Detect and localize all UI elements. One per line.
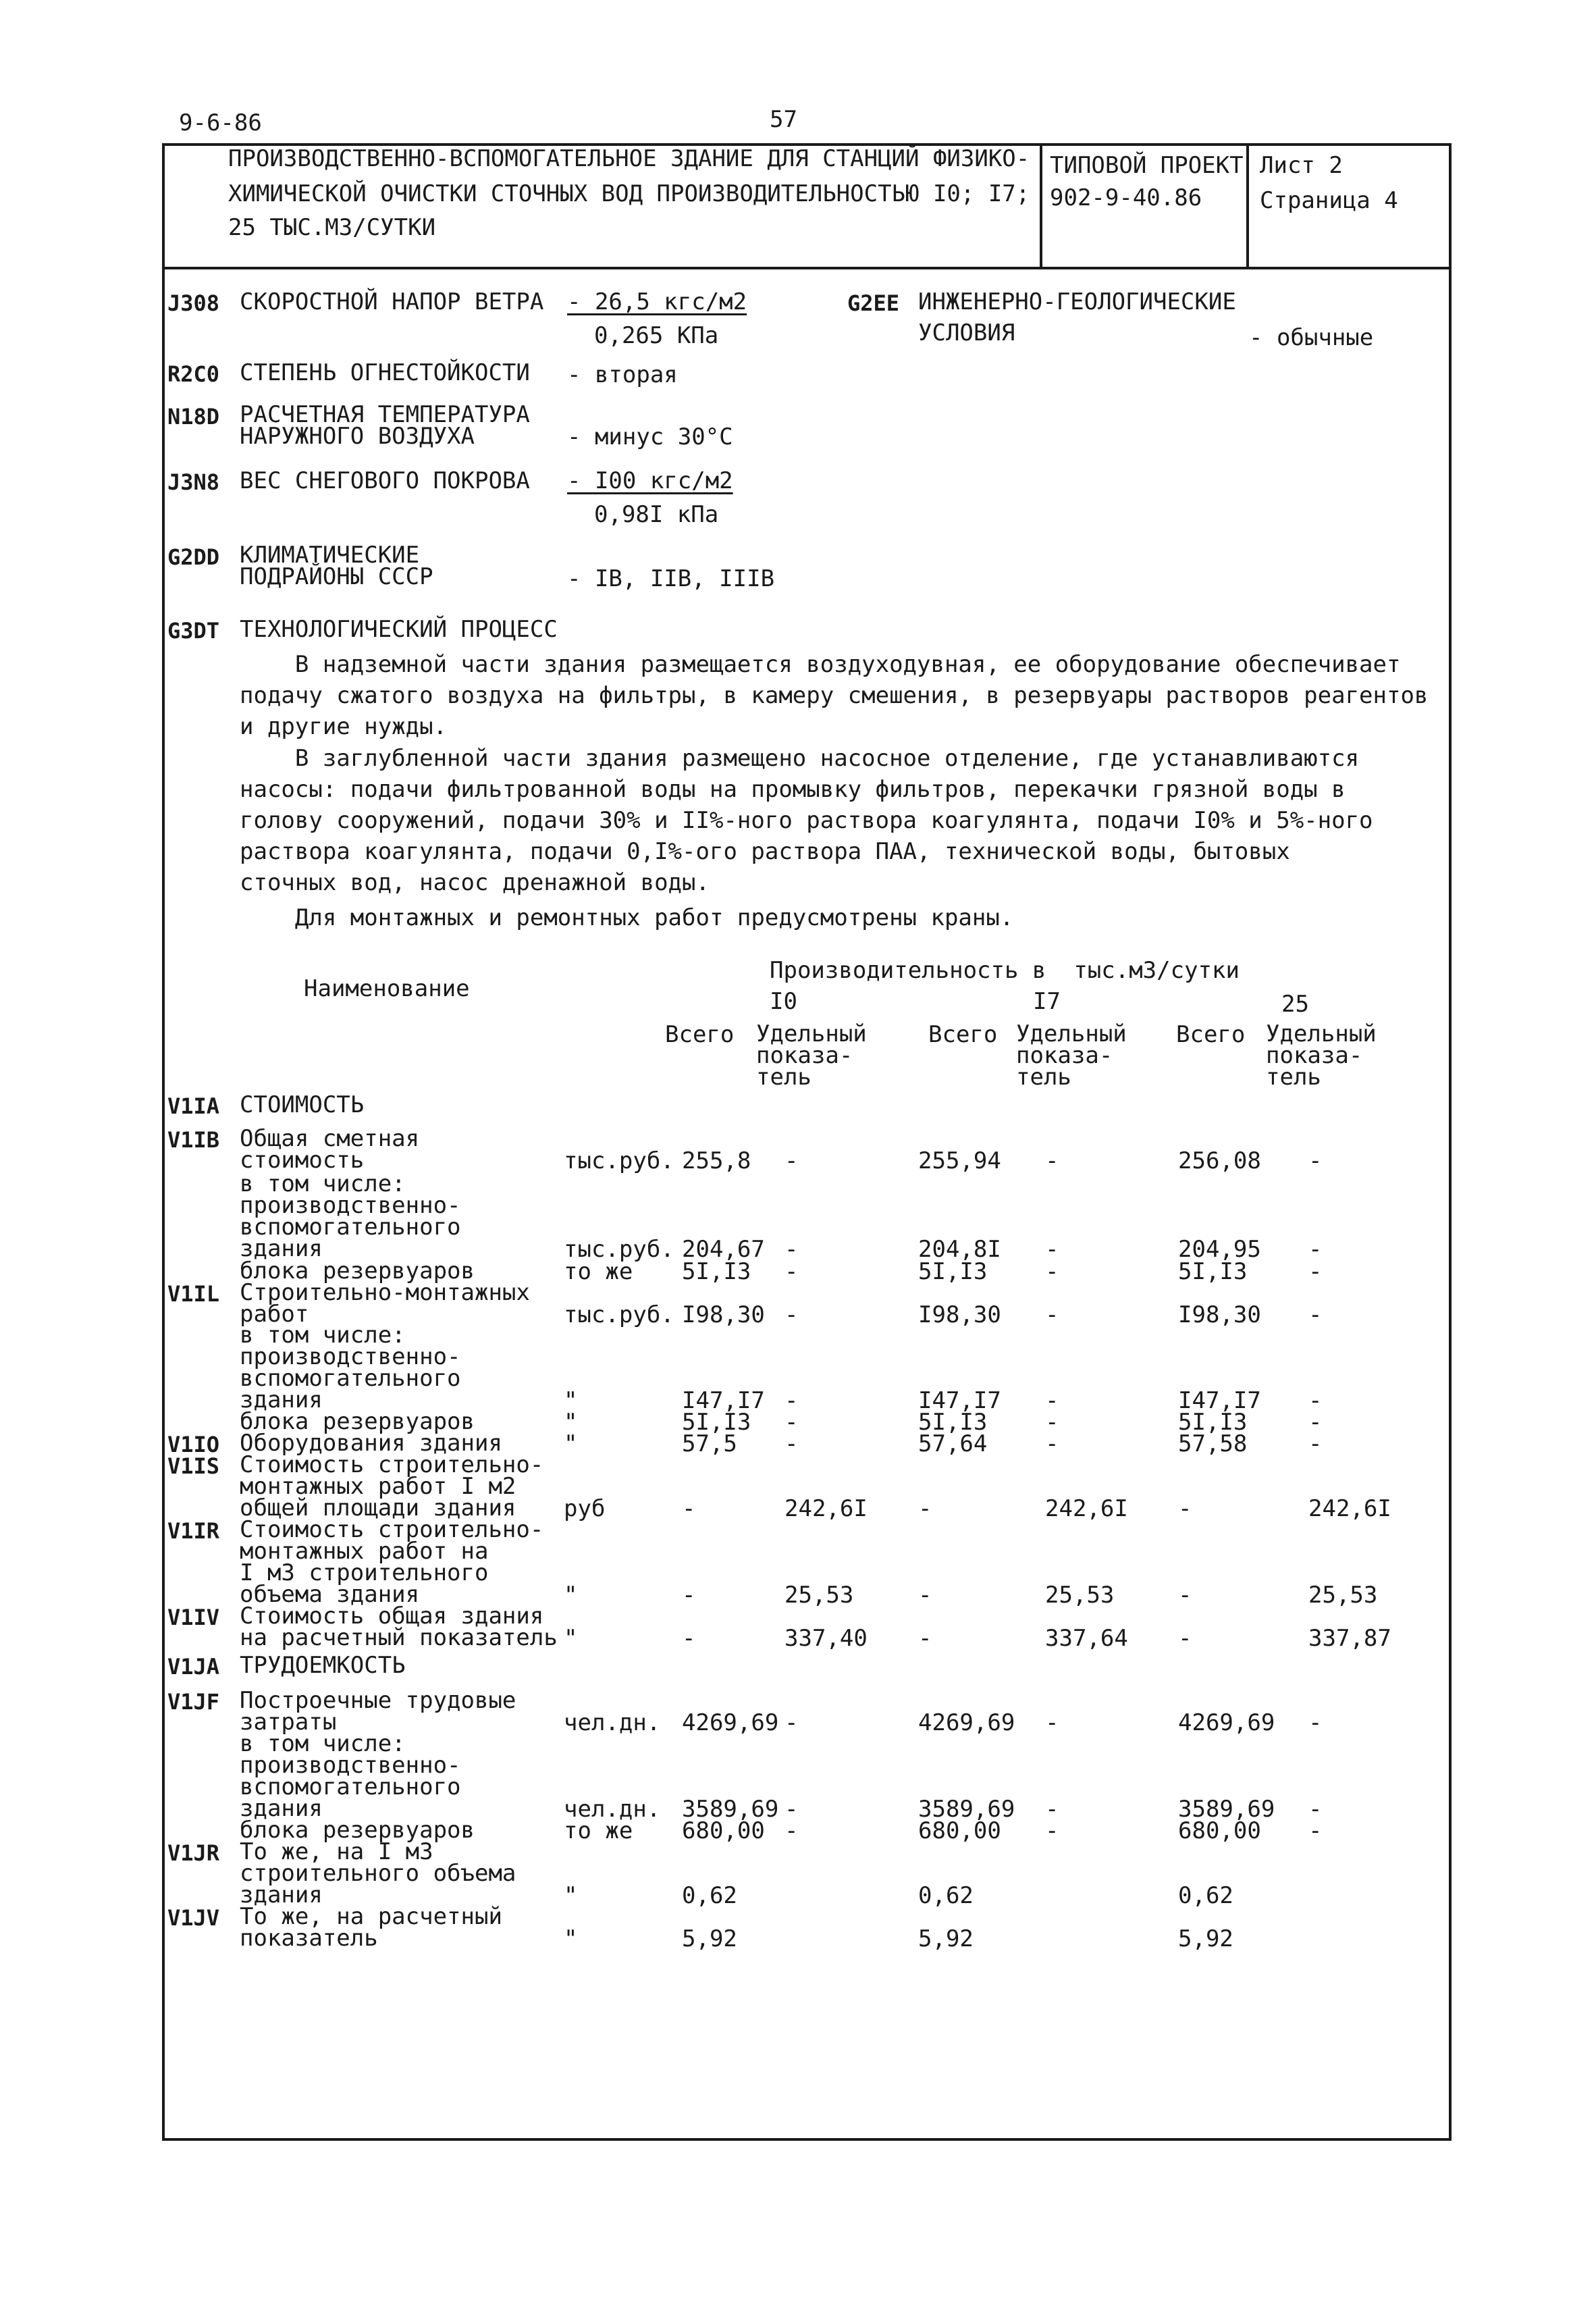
row-unit: " [564, 1409, 578, 1436]
param-value: - минус 30°С [567, 423, 733, 450]
row-code: V1JF [167, 1689, 220, 1715]
row-value: - [784, 1430, 799, 1457]
row-value: 57,64 [918, 1430, 988, 1457]
row-unit: " [564, 1625, 578, 1652]
row-value: 5I,I3 [682, 1409, 751, 1436]
param-name: ИНЖЕНЕРНО-ГЕОЛОГИЧЕСКИЕ [918, 288, 1236, 315]
text-line: В заглубленной части здания размещено насосное отделение, где устанавливаются [240, 745, 1360, 772]
param-name: РАСЧЕТНАЯ ТЕМПЕРАТУРА [240, 401, 530, 428]
row-value: 242,6I [1308, 1495, 1391, 1522]
row-code: V1IB [167, 1127, 220, 1153]
row-name: То же, на I м3 строительного объема здания [240, 1838, 516, 1908]
row-value: - [1308, 1709, 1323, 1736]
col-header-total: Всего [665, 1021, 735, 1048]
text-line: раствора коагулянта, подачи 0,I%-ого раствора ПАА, технической воды, бытовых [240, 838, 1290, 865]
row-unit: " [564, 1430, 578, 1457]
col-header-17: I7 [1033, 988, 1061, 1015]
row-name: в том числе: производственно- вспомогательного здания [240, 1730, 461, 1822]
row-value: 5,92 [682, 1925, 737, 1952]
text-line: сточных вод, насос дренажной воды. [240, 869, 710, 896]
param-code: J308 [167, 290, 220, 316]
row-value: - [1308, 1236, 1323, 1263]
row-value: 5I,I3 [682, 1258, 751, 1285]
row-value: 337,64 [1045, 1625, 1128, 1652]
row-value: - [918, 1582, 932, 1609]
row-unit: тыс.руб. [564, 1147, 674, 1174]
header-divider-2 [1246, 143, 1249, 269]
param-name: ТЕХНОЛОГИЧЕСКИЙ ПРОЦЕСС [240, 616, 558, 643]
row-name: СТОИМОСТЬ [240, 1091, 365, 1118]
row-value: 25,53 [1045, 1582, 1115, 1609]
row-value: 204,95 [1178, 1236, 1261, 1263]
row-value: 4269,69 [1178, 1709, 1275, 1736]
row-name: Стоимость строительно- монтажных работ I м2 общей площади здания [240, 1451, 544, 1522]
row-value: 242,6I [1045, 1495, 1128, 1522]
row-value: - [1045, 1301, 1059, 1328]
param-code: J3N8 [167, 469, 220, 495]
row-unit: то же [564, 1817, 633, 1844]
row-value: 5I,I3 [1178, 1258, 1248, 1285]
row-value: 0,62 [918, 1882, 974, 1909]
row-value: 3589,69 [682, 1796, 779, 1823]
row-code: V1IL [167, 1281, 220, 1307]
col-header-capacity: Производительность в тыс.м3/сутки [770, 957, 1240, 984]
param-code: G3DT [167, 618, 220, 644]
row-value: 337,40 [784, 1625, 868, 1652]
row-value: 204,67 [682, 1236, 765, 1263]
row-name: Построечные трудовые затраты [240, 1687, 516, 1736]
param-value: - 26,5 кгс/м2 [567, 288, 747, 315]
param-name: КЛИМАТИЧЕСКИЕ [240, 542, 420, 569]
row-value: - [1045, 1387, 1059, 1414]
row-value: - [784, 1796, 799, 1823]
param-value: - I00 кгс/м2 [567, 467, 733, 494]
row-value: 3589,69 [1178, 1796, 1275, 1823]
page-number: 57 [770, 106, 797, 133]
col-header-total: Всего [928, 1021, 998, 1048]
row-value: I47,I7 [918, 1387, 1001, 1414]
row-value: - [1308, 1430, 1323, 1457]
row-name: Стоимость строительно- монтажных работ на I м3 строительного объема здания [240, 1516, 544, 1608]
param-name: СКОРОСТНОЙ НАПОР ВЕТРА [240, 288, 544, 315]
row-value: 5I,I3 [1178, 1409, 1248, 1436]
param-name: ВЕС СНЕГОВОГО ПОКРОВА [240, 467, 530, 494]
param-code: G2EE [847, 290, 900, 316]
row-value: I98,30 [918, 1301, 1001, 1328]
row-unit: " [564, 1925, 578, 1952]
row-name: Стоимость общая здания на расчетный показатель [240, 1603, 558, 1651]
row-value: 4269,69 [918, 1709, 1015, 1736]
row-value: 204,8I [918, 1236, 1001, 1263]
row-value: - [784, 1236, 799, 1263]
row-name: в том числе: производственно- вспомогательного здания [240, 1170, 461, 1262]
row-value: 5,92 [918, 1925, 974, 1952]
row-name: блока резервуаров [240, 1408, 475, 1435]
row-value: - [1045, 1796, 1059, 1823]
row-value: 5,92 [1178, 1925, 1233, 1952]
col-header-10: I0 [770, 988, 797, 1015]
sheet-label: Лист 2 [1260, 152, 1343, 179]
row-unit: " [564, 1882, 578, 1909]
row-value: 57,5 [682, 1430, 737, 1457]
row-value: - [1045, 1709, 1059, 1736]
page-label: Страница 4 [1260, 187, 1398, 214]
param-name: ПОДРАЙОНЫ СССР [240, 563, 433, 590]
row-value: 0,62 [682, 1882, 737, 1909]
row-name: в том числе: производственно- вспомогательного здания [240, 1322, 461, 1413]
row-name: Общая сметная стоимость [240, 1125, 420, 1174]
row-value: - [784, 1409, 799, 1436]
row-unit: тыс.руб. [564, 1301, 674, 1328]
row-code: V1IO [167, 1432, 220, 1457]
row-value: - [784, 1147, 799, 1174]
row-value: - [1045, 1258, 1059, 1285]
col-header-specific: Удельный показа- тель [1016, 1020, 1127, 1091]
param-name: УСЛОВИЯ [918, 319, 1015, 346]
row-value: - [1045, 1147, 1059, 1174]
row-value: 25,53 [784, 1582, 854, 1609]
row-value: I98,30 [1178, 1301, 1261, 1328]
row-value: - [784, 1258, 799, 1285]
row-value: - [1308, 1258, 1323, 1285]
row-value: - [1308, 1147, 1323, 1174]
row-value: - [784, 1817, 799, 1844]
row-name: То же, на расчетный показатель [240, 1903, 502, 1952]
row-name: Строительно-монтажных работ [240, 1279, 530, 1328]
param-value: - обычные [1249, 324, 1374, 351]
row-value: 4269,69 [682, 1709, 779, 1736]
row-unit: " [564, 1582, 578, 1609]
row-value: I47,I7 [1178, 1387, 1261, 1414]
row-value: 337,87 [1308, 1625, 1391, 1652]
row-value: I98,30 [682, 1301, 765, 1328]
col-header-total: Всего [1176, 1021, 1246, 1048]
col-header-25: 25 [1281, 991, 1309, 1018]
row-name: ТРУДОЕМКОСТЬ [240, 1652, 406, 1679]
param-value: - IВ, IIВ, IIIВ [567, 565, 775, 592]
row-unit: чел.дн. [564, 1796, 661, 1823]
row-value: 256,08 [1178, 1147, 1261, 1174]
row-value: 680,00 [682, 1817, 765, 1844]
row-value: - [682, 1495, 696, 1522]
row-value: - [1045, 1409, 1059, 1436]
row-value: - [682, 1582, 696, 1609]
row-unit: руб [564, 1495, 606, 1522]
row-value: - [1308, 1301, 1323, 1328]
row-value: - [1308, 1817, 1323, 1844]
row-value: - [918, 1625, 932, 1652]
row-code: V1JA [167, 1654, 220, 1680]
param-value: 0,98I кПа [594, 501, 719, 528]
row-value: - [682, 1625, 696, 1652]
param-value: 0,265 КПа [594, 322, 719, 349]
row-value: 5I,I3 [918, 1258, 988, 1285]
row-name: блока резервуаров [240, 1257, 475, 1284]
row-value: 57,58 [1178, 1430, 1248, 1457]
header-title-line: ПРОИЗВОДСТВЕННО-ВСПОМОГАТЕЛЬНОЕ ЗДАНИЕ ДЛЯ СТАНЦИЙ ФИЗИКО- [228, 145, 1030, 172]
header-title-line: ХИМИЧЕСКОЙ ОЧИСТКИ СТОЧНЫХ ВОД ПРОИЗВОДИТЕЛЬНОСТЬЮ I0; I7; [228, 180, 1030, 207]
row-value: 25,53 [1308, 1582, 1378, 1609]
col-header-specific: Удельный показа- тель [1266, 1020, 1377, 1091]
text-line: В надземной части здания размещается воздуходувная, ее оборудование обеспечивает [240, 651, 1401, 678]
param-code: G2DD [167, 544, 220, 570]
row-unit: чел.дн. [564, 1709, 661, 1736]
row-name: Оборудования здания [240, 1430, 502, 1457]
col-header-name: Наименование [304, 975, 470, 1002]
row-value: - [784, 1387, 799, 1414]
row-code: V1JR [167, 1840, 220, 1866]
row-unit: тыс.руб. [564, 1236, 674, 1263]
row-value: - [918, 1495, 932, 1522]
row-value: - [1045, 1817, 1059, 1844]
row-value: I47,I7 [682, 1387, 765, 1414]
row-value: - [1045, 1430, 1059, 1457]
row-code: V1JV [167, 1905, 220, 1931]
header-title-line: 25 ТЫС.М3/СУТКИ [228, 214, 436, 241]
text-line: насосы: подачи фильтрованной воды на промывку фильтров, перекачки грязной воды в [240, 776, 1346, 803]
col-header-specific: Удельный показа- тель [756, 1020, 867, 1091]
row-name: блока резервуаров [240, 1817, 475, 1844]
header-bottom-rule [162, 267, 1452, 269]
project-label: ТИПОВОЙ ПРОЕКТ [1050, 152, 1244, 179]
param-code: R2C0 [167, 361, 220, 387]
row-value: - [784, 1301, 799, 1328]
row-code: V1IS [167, 1453, 220, 1479]
row-value: - [1308, 1796, 1323, 1823]
text-line: подачу сжатого воздуха на фильтры, в камеру смешения, в резервуары растворов реагентов [240, 682, 1429, 709]
row-value: 3589,69 [918, 1796, 1015, 1823]
row-value: 242,6I [784, 1495, 868, 1522]
param-code: N18D [167, 404, 220, 430]
row-unit: то же [564, 1258, 633, 1285]
row-value: - [1308, 1409, 1323, 1436]
row-code: V1IR [167, 1518, 220, 1544]
row-value: 255,8 [682, 1147, 751, 1174]
row-value: 5I,I3 [918, 1409, 988, 1436]
row-value: - [1308, 1387, 1323, 1414]
text-line: и другие нужды. [240, 713, 448, 740]
param-value: - вторая [567, 361, 678, 388]
text-line: голову сооружений, подачи 30% и II%-ного раствора коагулянта, подачи I0% и 5%-ного [240, 807, 1373, 834]
row-code: V1IV [167, 1605, 220, 1630]
row-value: 255,94 [918, 1147, 1001, 1174]
doc-number: 9-6-86 [179, 109, 262, 136]
row-value: - [784, 1709, 799, 1736]
row-value: - [1178, 1582, 1192, 1609]
param-name: СТЕПЕНЬ ОГНЕСТОЙКОСТИ [240, 359, 530, 386]
header-divider-1 [1040, 143, 1042, 269]
row-value: - [1045, 1236, 1059, 1263]
row-code: V1IA [167, 1093, 220, 1119]
text-line: Для монтажных и ремонтных работ предусмотрены краны. [240, 904, 1014, 931]
row-value: 680,00 [918, 1817, 1001, 1844]
param-name: НАРУЖНОГО ВОЗДУХА [240, 423, 475, 450]
row-value: 680,00 [1178, 1817, 1261, 1844]
row-value: 0,62 [1178, 1882, 1233, 1909]
row-value: - [1178, 1625, 1192, 1652]
project-number: 902-9-40.86 [1050, 184, 1202, 211]
row-unit: " [564, 1387, 578, 1414]
row-value: - [1178, 1495, 1192, 1522]
